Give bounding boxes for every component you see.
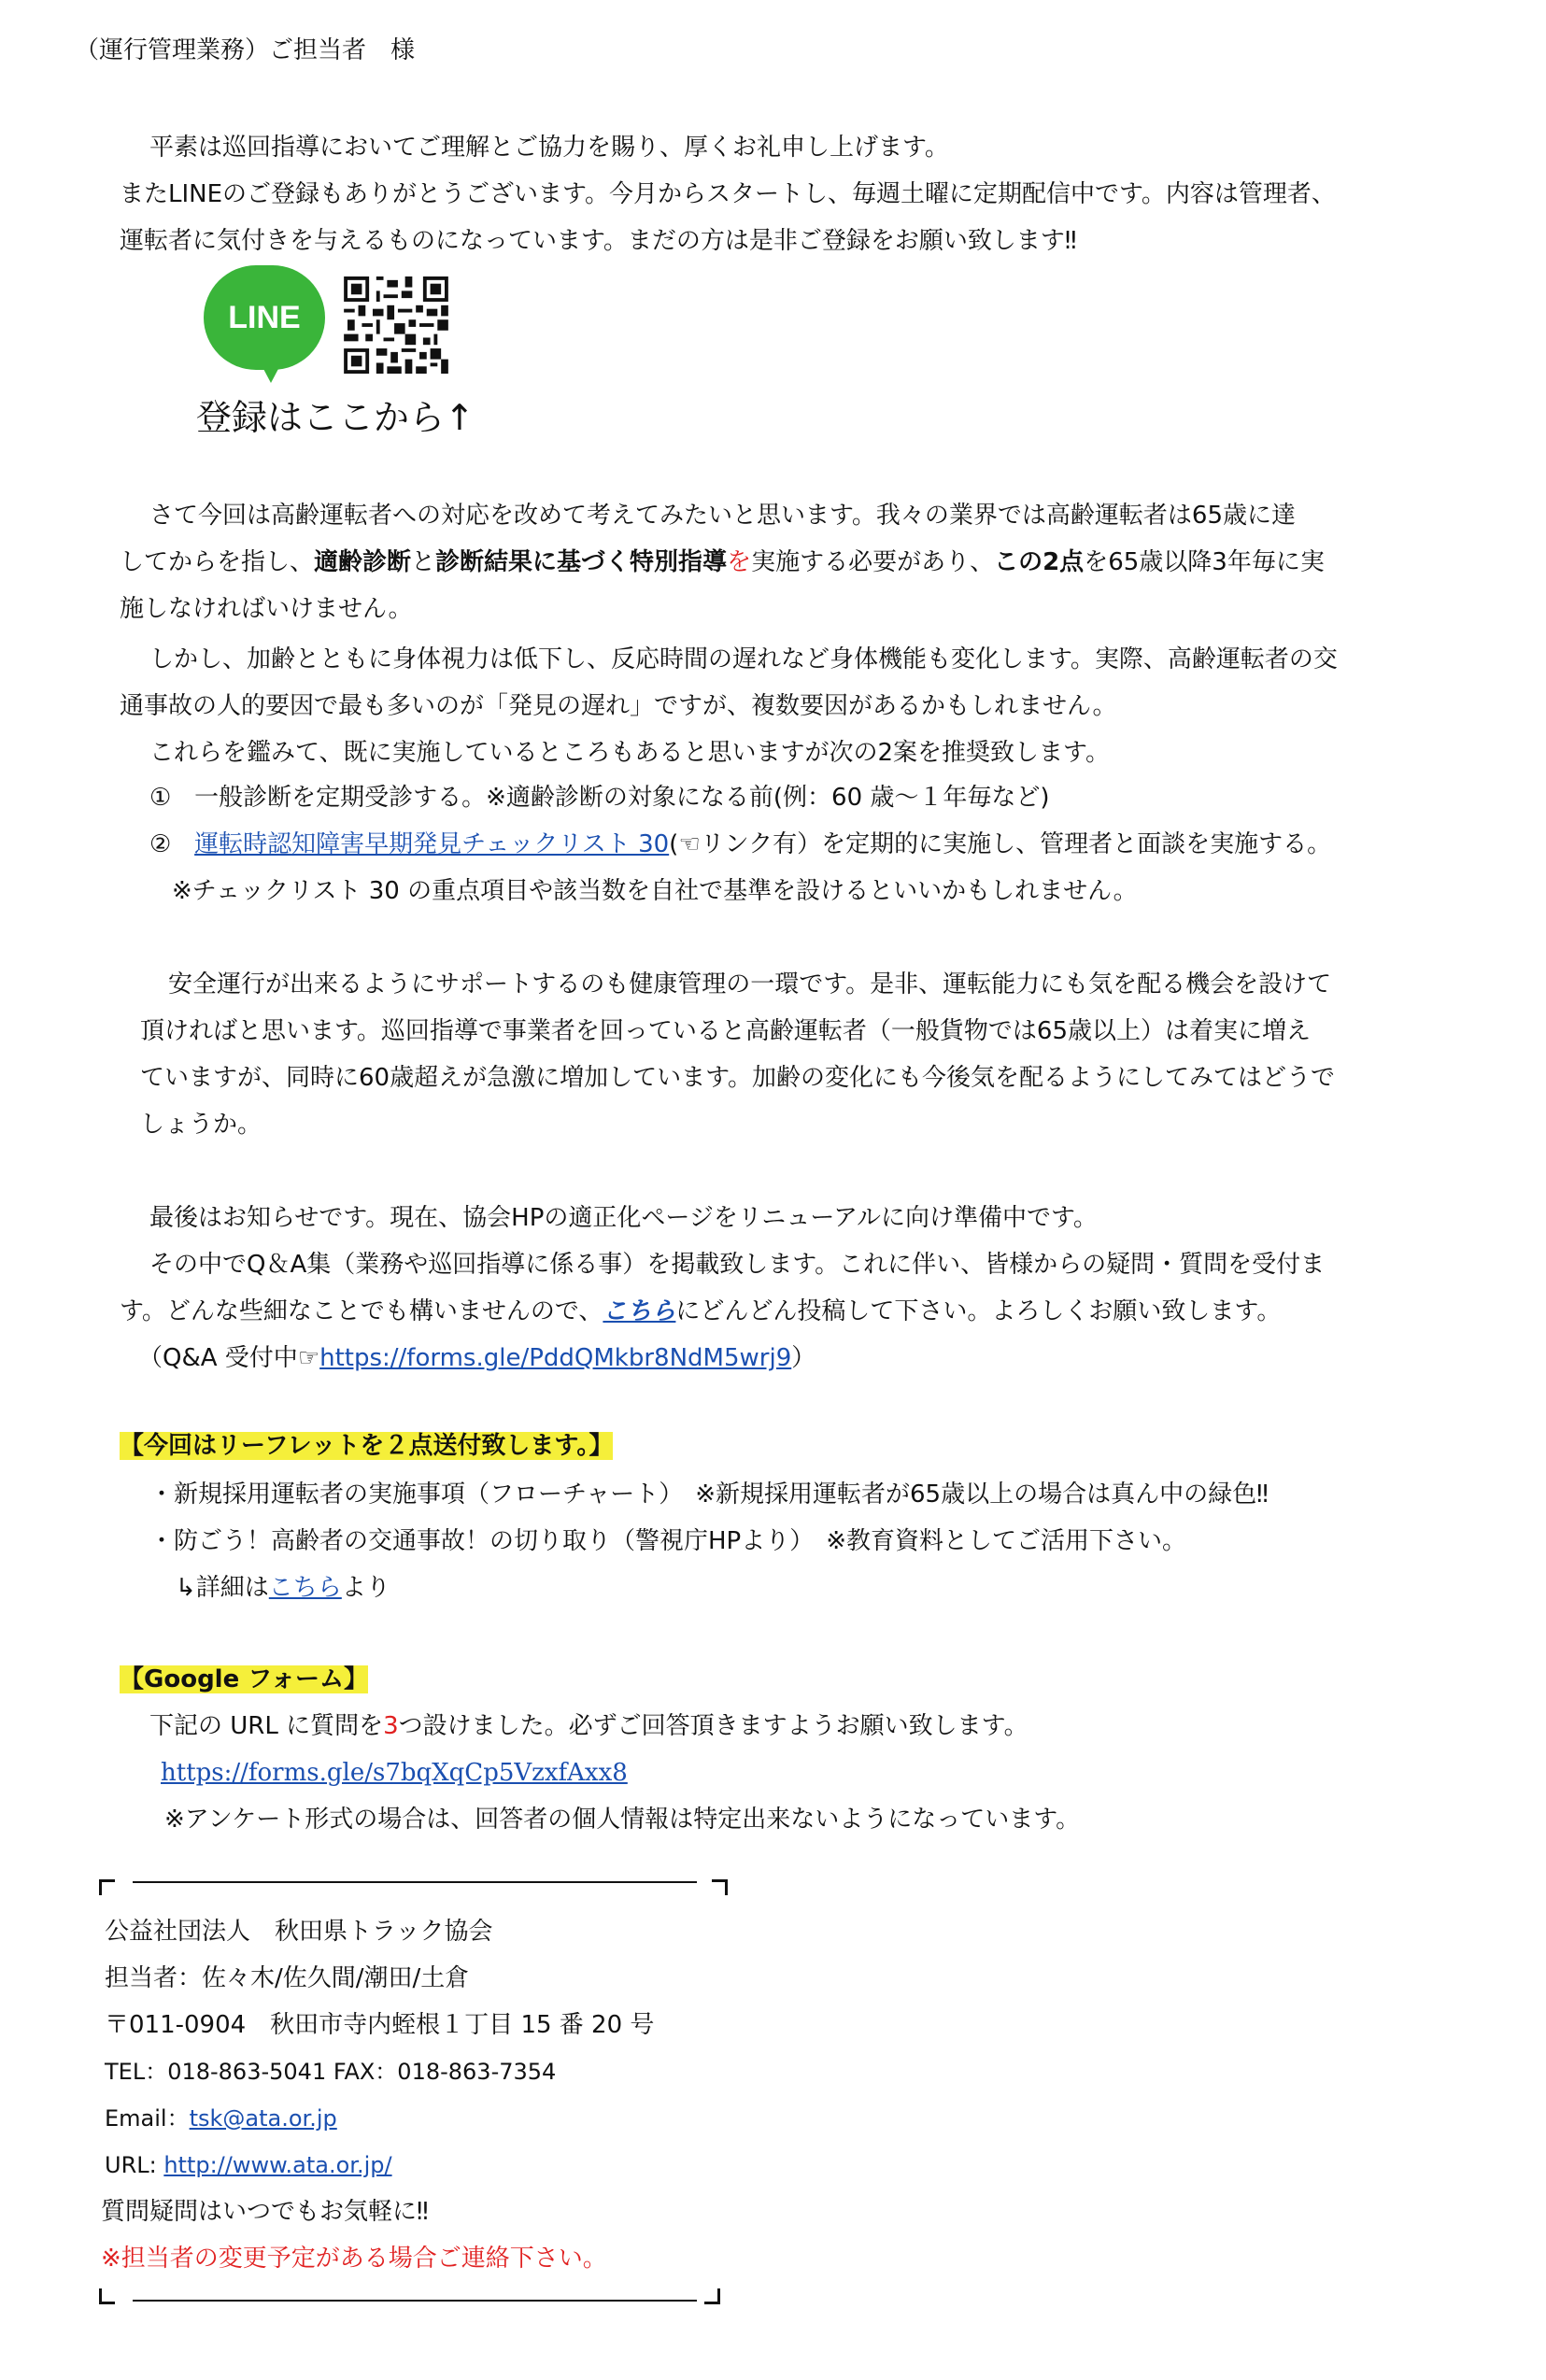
s1-p3-line-1: これらを鑑みて、既に実施しているところもあると思いますが次の2案を推奨致します。 — [149, 739, 1110, 767]
contact-email: Email：tsk@ata.or.jp — [105, 2105, 337, 2132]
leaflet-item-2: ・防ごう！高齢者の交通事故！の切り取り（警視庁HPより） ※教育資料としてご活用下さい。 — [149, 1527, 1187, 1555]
qr-code[interactable] — [344, 276, 448, 374]
contact-org: 公益社団法人 秋田県トラック協会 — [105, 1918, 493, 1946]
s1-p1-line-1: さて今回は高齢運転者への対応を改めて考えてみたいと思います。我々の業界では高齢運転者は65歳に達 — [149, 502, 1297, 530]
leaflet-heading: 【今回はリーフレットを２点送付致します。】 — [120, 1432, 614, 1460]
qa-url-line: （Q&A 受付中☞https://forms.gle/PddQMkbr8NdM5wrj9） — [138, 1344, 816, 1372]
google-form-url-link[interactable]: https://forms.gle/s7bqXqCp5VzxfAxx8 — [161, 1759, 628, 1787]
s3-line-3: す。どんな些細なことでも構いませんので、こちらにどんどん投稿して下さい。よろしくお願い致します。 — [120, 1297, 1282, 1325]
question-count: 3 — [383, 1712, 399, 1740]
register-here-text: 登録はここから↑ — [196, 397, 475, 438]
checklist-30-link[interactable]: 運転時認知障害早期発見チェックリスト 30 — [194, 830, 670, 858]
qa-form-link[interactable]: こちら — [603, 1297, 676, 1325]
intro-line-3: 運転者に気付きを与えるものになっています。まだの方は是非ご登録をお願い致します‼ — [120, 227, 1077, 255]
s1-p2-line-1: しかし、加齢とともに身体視力は低下し、反応時間の遅れなど身体機能も変化します。実際、高齢運転者の交 — [149, 645, 1338, 673]
email-link[interactable]: tsk@ata.or.jp — [189, 2105, 337, 2132]
line-logo[interactable] — [204, 265, 325, 370]
leaflet-detail-link[interactable]: こちら — [268, 1574, 342, 1602]
leaflet-detail: ↳詳細はこちらより — [176, 1574, 390, 1602]
intro-line-1: 平素は巡回指導においてご理解とご協力を賜り、厚くお礼申し上げます。 — [149, 134, 949, 162]
s1-p1-line-2: してからを指し、適齢診断と診断結果に基づく特別指導を実施する必要があり、この2点を65歳以降3年毎に実 — [120, 548, 1325, 576]
checklist-note: ※チェックリスト 30 の重点項目や該当数を自社で基準を設けるといいかもしれません。 — [172, 877, 1138, 905]
recommend-item-1: ① 一般診断を定期受診する。※適齢診断の対象になる前(例：60 歳～１年毎など) — [149, 784, 1050, 812]
google-form-note: ※アンケート形式の場合は、回答者の個人情報は特定出来ないようになっています。 — [164, 1806, 1081, 1834]
s2-line-1: 安全運行が出来るようにサポートするのも健康管理の一環です。是非、運転能力にも気を配る機会を設けて — [168, 970, 1332, 999]
contact-staff: 担当者：佐々木/佐久間/潮田/土倉 — [105, 1964, 470, 1992]
contact-tel-fax: TEL：018-863-5041 FAX：018-863-7354 — [105, 2059, 557, 2085]
frame-corner-top-right — [712, 1879, 728, 1895]
s1-p1-line-3: 施しなければいけません。 — [120, 595, 413, 623]
frame-corner-bottom-right — [704, 2288, 720, 2304]
s2-line-2: 頂ければと思います。巡回指導で事業者を回っていると高齢運転者（一般貨物では65歳以上）は着実に増え — [140, 1017, 1312, 1045]
frame-bottom-rule — [133, 2300, 697, 2302]
salutation: （運行管理業務）ご担当者 様 — [75, 36, 416, 64]
bold-aptitude-diagnosis: 適齢診断 — [314, 548, 412, 576]
google-form-heading: 【Google フォーム】 — [120, 1665, 368, 1693]
contact-notice: ※担当者の変更予定がある場合ご連絡下さい。 — [101, 2245, 607, 2273]
google-form-line-1: 下記の URL に質問を3つ設けました。必ずご回答頂きますようお願い致します。 — [149, 1712, 1028, 1740]
contact-question: 質問疑問はいつでもお気軽に‼ — [101, 2198, 429, 2226]
intro-line-2: またLINEのご登録もありがとうございます。今月からスタートし、毎週土曜に定期配信中です。内容は管理者、 — [120, 180, 1336, 208]
bold-special-guidance: 診断結果に基づく特別指導 — [435, 548, 728, 576]
recommend-item-2: ② 運転時認知障害早期発見チェックリスト 30(☜リンク有）を定期的に実施し、管理者と面談を実施する。 — [149, 830, 1332, 858]
s2-line-4: しょうか。 — [140, 1111, 262, 1139]
red-particle: を — [727, 548, 752, 576]
contact-url: URL: http://www.ata.or.jp/ — [105, 2152, 392, 2178]
s2-line-3: ていますが、同時に60歳超えが急激に増加しています。加齢の変化にも今後気を配るようにしてみてはどうで — [140, 1064, 1336, 1092]
bold-two-points: この2点 — [994, 548, 1085, 576]
line-logo-text: LINE — [228, 300, 301, 335]
frame-top-rule — [133, 1881, 697, 1883]
contact-address: 〒011-0904 秋田市寺内蛭根１丁目 15 番 20 号 — [105, 2011, 655, 2039]
frame-corner-top-left — [99, 1879, 115, 1895]
s3-line-1: 最後はお知らせです。現在、協会HPの適正化ページをリニューアルに向け準備中です。 — [149, 1204, 1098, 1232]
google-form-url — [161, 1756, 628, 1790]
frame-corner-bottom-left — [99, 2288, 115, 2304]
leaflet-item-1: ・新規採用運転者の実施事項（フローチャート） ※新規採用運転者が65歳以上の場合は真ん中の緑色‼ — [149, 1480, 1269, 1509]
s1-p2-line-2: 通事故の人的要因で最も多いのが「発見の遅れ」ですが、複数要因があるかもしれません。 — [120, 692, 1117, 720]
website-link[interactable]: http://www.ata.or.jp/ — [163, 2152, 392, 2178]
qa-url-link[interactable]: https://forms.gle/PddQMkbr8NdM5wrj9 — [319, 1344, 792, 1372]
s3-line-2: その中でQ＆A集（業務や巡回指導に係る事）を掲載致します。これに伴い、皆様からの疑問・質問を受付ま — [149, 1251, 1326, 1279]
